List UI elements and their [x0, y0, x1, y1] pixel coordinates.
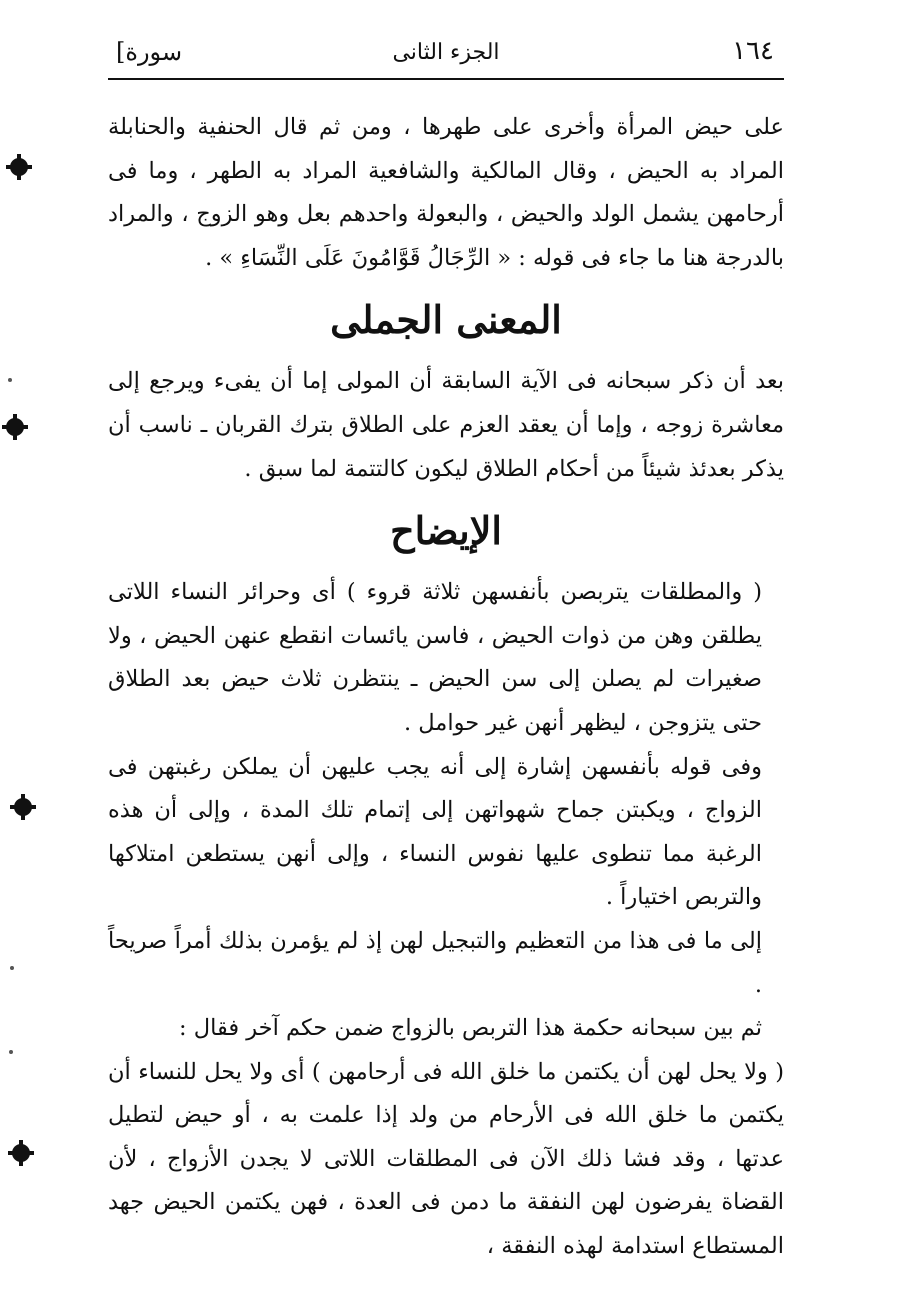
- page-header: [108, 30, 784, 80]
- scan-speck: [9, 1050, 13, 1054]
- scan-speck: [8, 378, 12, 382]
- ink-blot-mark: [6, 418, 24, 436]
- paragraph-verse-waiting-period: ( والمطلقات يتربصن بأنفسهن ثلاثة قروء ) أى وحرائر النساء اللاتى يطلقن وهن من ذوات الحيض ، فاسن يائسات انقطع عنهن الحيض ، ولا صغيرات لم يصلن إلى سن الحيض ـ ينتظرن ثلاث حيض بعد الطلاق حتى يتزوجن ، ليظهر أنهن غير حوامل .: [108, 579, 762, 736]
- paragraph-wisdom: ثم بين سبحانه حكمة هذا التربص بالزواج ضمن حكم آخر فقال :: [179, 1015, 762, 1042]
- scan-speck: [10, 966, 14, 970]
- page-body: [108, 106, 784, 1269]
- page-number: ١٦٤: [732, 36, 774, 66]
- paragraph-commentary: على حيض المرأة وأخرى على طهرها ، ومن ثم قال الحنفية والحنابلة المراد به الحيض ، وقال المالكية والشافعية المراد به الطهر ، وما فى أرحامهن يشمل الولد والحيض ، والبعولة واحدهم بعل وهو الزوج ، والمراد بالدرجة هنا ما جاء فى قوله : « الرِّجَالُ قَوَّامُونَ عَلَى النِّسَاءِ » .: [108, 114, 784, 271]
- paragraph-honoring: إلى ما فى هذا من التعظيم والتبجيل لهن إذ لم يؤمرن بذلك أمراً صريحاً .: [108, 927, 762, 998]
- ink-blot-mark: [14, 798, 32, 816]
- part-title: الجزء الثانى: [392, 40, 500, 65]
- ink-blot-mark: [12, 1144, 30, 1162]
- paragraph-general-meaning: بعد أن ذكر سبحانه فى الآية السابقة أن المولى إما أن يفىء ويرجع إلى معاشرة زوجه ، وإما أن يعقد العزم على الطلاق بترك القربان ـ ناسب أن يذكر بعدئذ شيئاً من أحكام الطلاق ليكون كالتتمة لما سبق .: [108, 368, 784, 482]
- sura-label: [سورة: [116, 38, 183, 66]
- header-divider: [108, 78, 784, 80]
- paragraph-by-themselves: وفى قوله بأنفسهن إشارة إلى أنه يجب عليهن أن يملكن رغبتهن فى الزواج ، ويكبتن جماح شهواتهن إلى إتمام تلك المدة ، وإلى أن هذه الرغبة مما تنطوى عليها نفوس النساء ، وإلى أنهن يستطعن امتلاكها والتربص اختياراً .: [108, 753, 762, 911]
- ink-blot-mark: [10, 158, 28, 176]
- section-heading-explanation: الإيضاح: [390, 508, 502, 554]
- paragraph-verse-concealment: ( ولا يحل لهن أن يكتمن ما خلق الله فى أرحامهن ) أى ولا يحل للنساء أن يكتمن ما خلق الله فى الأرحام من ولد إذا علمت به ، أو حيض لتطيل عدتها ، وقد فشا ذلك الآن فى المطلقات اللاتى لا يجدن الأزواج ، لأن القضاة يفرضون لهن النفقة ما دمن فى العدة ، فهن يكتمن الحيض جهد المستطاع استدامة لهذه النفقة ،: [108, 1058, 784, 1260]
- section-heading-general-meaning: المعنى الجملى: [330, 297, 562, 343]
